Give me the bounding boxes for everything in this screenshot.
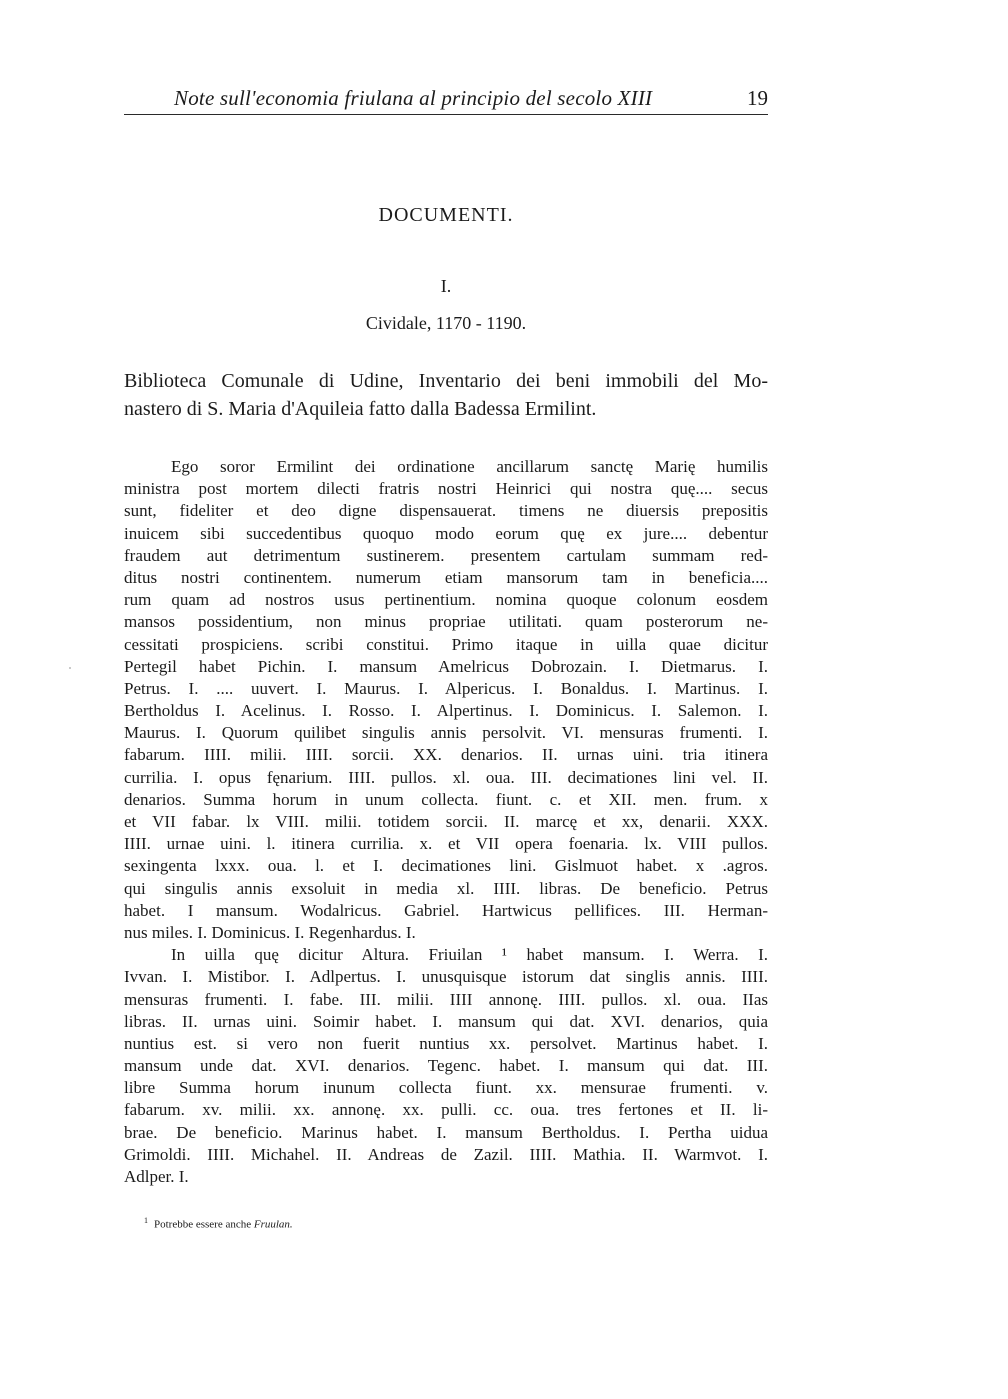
running-header bbox=[124, 84, 768, 115]
text-line: habet. I mansum. Wodalricus. Gabriel. Hartwicus pellifices. III. Herman- bbox=[124, 900, 768, 920]
source-line: nastero di S. Maria d'Aquileia fatto dalla Badessa Ermilint. bbox=[124, 398, 597, 420]
text-line: Pertegil habet Pichin. I. mansum Amelricus Dobrozain. I. Dietmarus. I. bbox=[124, 656, 768, 676]
text-line: Grimoldi. IIII. Michahel. II. Andreas de Zazil. IIII. Mathia. II. Warmvot. I. bbox=[124, 1144, 768, 1164]
text-line: IIII. urnae uini. l. itinera currilia. x. et VII opera foenaria. lx. VIII pullos. bbox=[124, 834, 768, 854]
text-line: mensuras frumenti. I. fabe. III. milii. IIII annonę. IIII. pullos. xl. oua. IIas bbox=[124, 989, 768, 1009]
text-line: fraudem aut detrimentum sustinerem. presentem cartulam summam red- bbox=[124, 545, 768, 565]
running-title: Note sull'economia friulana al principio del secolo XIII bbox=[174, 86, 653, 110]
text-line: brae. De beneficio. Marinus habet. I. mansum Bertholdus. I. Pertha uidua bbox=[124, 1122, 768, 1142]
text-line: Maurus. I. Quorum quilibet singulis annis persolvit. VI. mensuras frumenti. I. bbox=[124, 723, 768, 743]
text-line: denarios. Summa horum in unum collecta. fiunt. c. et XII. men. frum. x bbox=[124, 789, 768, 809]
footnote-mark: 1 bbox=[144, 1216, 148, 1225]
text-line: mansos possidentium, non minus propriae utilitati. quam posterorum ne- bbox=[124, 612, 768, 632]
text-line: fabarum. xv. milii. xx. annonę. xx. pulli. cc. oua. tres fertones et II. li- bbox=[124, 1100, 768, 1120]
document-number: I. bbox=[440, 276, 452, 296]
text-line: libras. II. urnas uini. Soimir habet. I. mansum qui dat. XVI. denarios, quia bbox=[124, 1011, 768, 1031]
scan-speck bbox=[69, 667, 71, 669]
text-line: et VII fabar. lx VIII. milii. totidem sorcii. II. marcę et xx, denarii. XXX. bbox=[124, 812, 768, 831]
text-line: Bertholdus I. Acelinus. I. Rosso. I. Alpertinus. I. Dominicus. I. Salemon. I. bbox=[124, 701, 768, 721]
text-line: nuntius est. si vero non fuerit nuntius xx. persolvet. Martinus habet. I. bbox=[124, 1033, 768, 1053]
text-line: ministra post mortem dilecti fratris nostri Heinrici qui nostra quę.... secus bbox=[124, 479, 768, 499]
text-line: qui singulis annis exsoluit in media xl. IIII. libras. De beneficio. Petrus bbox=[124, 878, 768, 898]
source-description bbox=[124, 367, 768, 423]
text-line: cessitati prospiciens. scribi constitui. Primo itaque in uilla quae dicitur bbox=[124, 634, 768, 654]
text-line: mansum unde dat. XVI. denarios. Tegenc. habet. I. mansum qui dat. III. bbox=[124, 1056, 768, 1076]
text-line: sexingenta lxxx. oua. l. et I. decimationes lini. Gislmuot habet. x .agros. bbox=[124, 856, 768, 876]
footnote-text: Potrebbe essere anche bbox=[154, 1218, 254, 1231]
text-line: currilia. I. opus fęnarium. IIII. pullos. xl. oua. III. decimationes lini vel. II. bbox=[124, 767, 768, 787]
text-line: rum quam ad nostros usus pertinentium. nomina quoque colonum eosdem bbox=[124, 590, 768, 610]
footnote-italic-text: Fruulan. bbox=[253, 1218, 293, 1231]
text-line: sunt, fideliter et deo digne dispensauerat. timens ne diuersis prepositis bbox=[124, 501, 768, 521]
text-line: Adlper. I. bbox=[124, 1167, 189, 1186]
text-line: fabarum. IIII. milii. IIII. sorcii. XX. denarios. II. urnas uini. tria itinera bbox=[124, 745, 768, 765]
place-date: Cividale, 1170 - 1190. bbox=[365, 313, 527, 333]
text-line: Petrus. I. .... uuvert. I. Maurus. I. Alpericus. I. Bonaldus. I. Martinus. I. bbox=[124, 678, 768, 698]
text-line: inuicem sibi succedentibus quoquo modo eorum quę ex jure.... debentur bbox=[124, 523, 768, 543]
source-line: Biblioteca Comunale di Udine, Inventario dei beni immobili del Mo- bbox=[124, 370, 768, 392]
document-text bbox=[124, 456, 768, 1188]
text-line: libre Summa horum inunum collecta fiunt. xx. mensurae frumenti. v. bbox=[124, 1078, 768, 1098]
text-line: In uilla quę dicitur Altura. Friuilan ¹ habet mansum. I. Werra. I. bbox=[171, 945, 768, 965]
page-number: 19 bbox=[747, 86, 768, 110]
text-line: ditus nostri continentem. numerum etiam mansorum tam in beneficia.... bbox=[124, 567, 768, 587]
footnote bbox=[144, 1216, 293, 1231]
text-line: Ivvan. I. Mistibor. I. Adlpertus. I. unusquisque istorum dat singlis annis. IIII. bbox=[124, 967, 768, 987]
section-heading: DOCUMENTI. bbox=[378, 204, 514, 226]
text-line: nus miles. I. Dominicus. I. Regenhardus. I. bbox=[124, 922, 416, 942]
text-line: Ego soror Ermilint dei ordinatione ancillarum sanctę Marię humilis bbox=[171, 457, 768, 476]
